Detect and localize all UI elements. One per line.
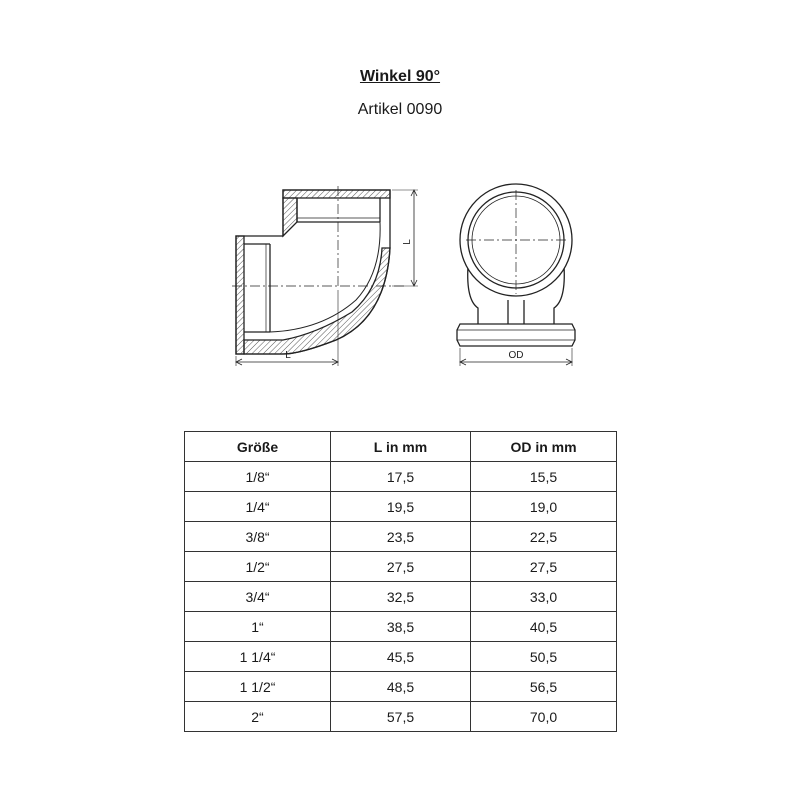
side-view [232,186,418,366]
table-row [185,702,617,732]
page-title: Winkel 90° [359,68,441,85]
cell-od: 50,5 [471,642,617,672]
column-header-size: Größe [185,432,331,462]
cell-od: 70,0 [471,702,617,732]
dimension-label-l-horizontal: L [285,350,291,361]
cell-size: 2“ [185,702,331,732]
table-row [185,492,617,522]
cell-l: 27,5 [331,552,471,582]
front-view [457,184,575,366]
cell-l: 23,5 [331,522,471,552]
cell-size: 1 1/4“ [185,642,331,672]
cell-l: 57,5 [331,702,471,732]
cell-l: 19,5 [331,492,471,522]
cell-size: 3/4“ [185,582,331,612]
table-row [185,612,617,642]
cell-od: 22,5 [471,522,617,552]
table-row [185,552,617,582]
cell-l: 48,5 [331,672,471,702]
cell-od: 40,5 [471,612,617,642]
cell-size: 1/2“ [185,552,331,582]
cell-size: 1/8“ [185,462,331,492]
cell-size: 1/4“ [185,492,331,522]
cell-od: 33,0 [471,582,617,612]
dimension-label-od: OD [508,350,524,361]
table-row [185,642,617,672]
cell-size: 1“ [185,612,331,642]
cell-l: 38,5 [331,612,471,642]
column-header-l: L in mm [331,432,471,462]
cell-size: 1 1/2“ [185,672,331,702]
cell-l: 17,5 [331,462,471,492]
table-row [185,582,617,612]
table-row [185,672,617,702]
cell-od: 15,5 [471,462,617,492]
column-header-od: OD in mm [471,432,617,462]
table-header-row [185,432,617,462]
cell-l: 32,5 [331,582,471,612]
cell-od: 27,5 [471,552,617,582]
cell-size: 3/8“ [185,522,331,552]
article-number: Artikel 0090 [357,101,443,118]
cell-l: 45,5 [331,642,471,672]
cell-od: 19,0 [471,492,617,522]
dimension-table [184,431,617,732]
table-row [185,462,617,492]
cell-od: 56,5 [471,672,617,702]
table-row [185,522,617,552]
dimension-label-l-vertical: L [402,239,413,245]
